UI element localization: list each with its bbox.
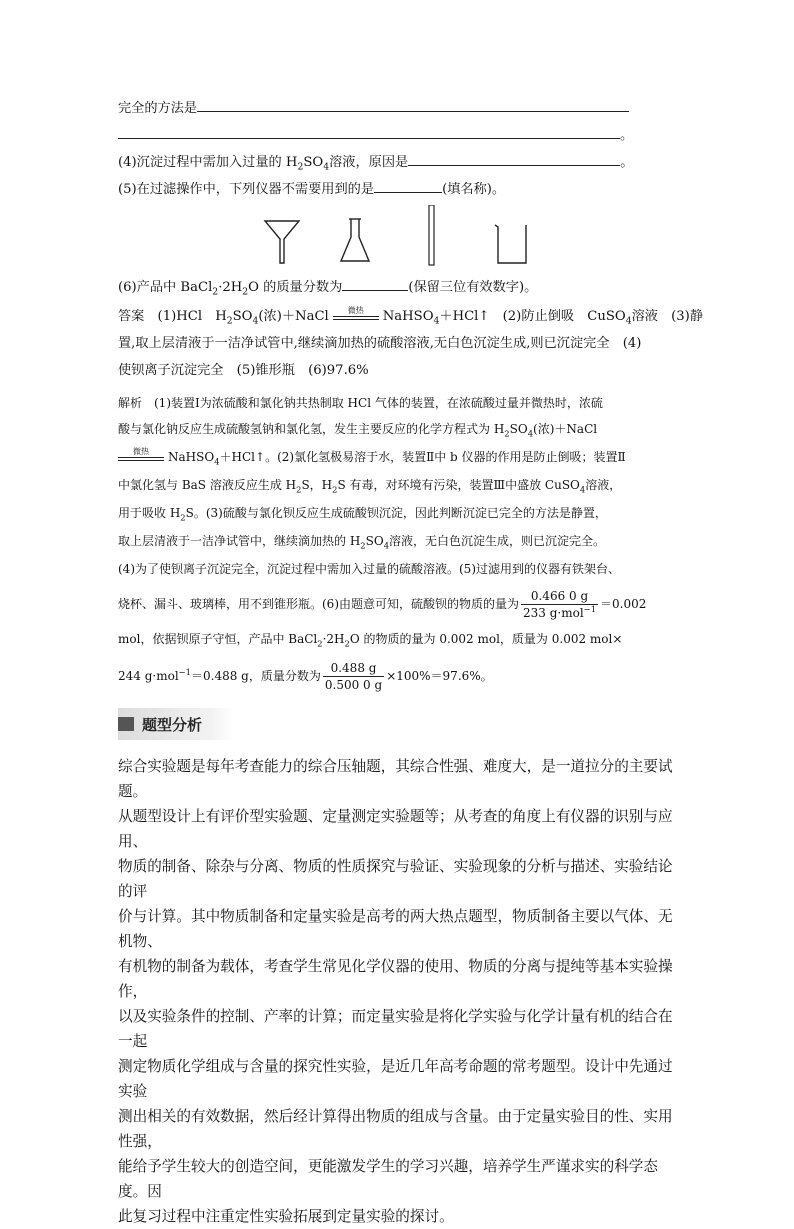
analysis-text: ＋HCl↑。(2)氯化氢极易溶于水，装置Ⅱ中 b 仪器的作用是防止倒吸；装置Ⅱ <box>219 450 626 464</box>
q5-line <box>118 178 505 199</box>
sub: 2 <box>344 638 350 649</box>
analysis-text: S，H <box>301 478 333 492</box>
sub: 4 <box>252 315 259 327</box>
reaction-condition <box>118 446 164 465</box>
analysis-paragraph <box>118 754 684 1229</box>
analysis-text: 取上层清液于一洁净试管中，继续滴加热的 H <box>118 534 361 548</box>
analysis-line-7: (4)为了使钡离子沉淀完全，沉淀过程中需加入过量的硫酸溶液。(5)过滤用到的仪器有铁架台、 <box>118 562 620 576</box>
sub: 4 <box>579 484 586 495</box>
fraction-numerator: 0.466 0 g <box>521 588 598 605</box>
q5-blank[interactable] <box>374 178 442 193</box>
conical-flask-icon <box>338 205 372 265</box>
paragraph-line: 物质的制备、除杂与分离、物质的性质探究与验证、实验现象的分析与描述、实验结论的评 <box>118 858 673 900</box>
q3-period: 。 <box>620 128 634 143</box>
analysis-line-5 <box>118 504 607 522</box>
analysis-line-3 <box>118 448 626 466</box>
analysis-text: ＝0.002 <box>600 597 647 611</box>
analysis-line-2 <box>118 420 597 438</box>
paragraph-line: 能给予学生较大的创造空间，更能激发学生的学习兴趣，培养学生严谨求实的科学态度。因 <box>118 1158 658 1200</box>
q6-text-a: (6)产品中 BaCl <box>118 280 213 295</box>
sub: 2 <box>504 428 510 439</box>
analysis-line-1: 解析 (1)装置Ⅰ为浓硫酸和氯化钠共热制取 HCl 气体的装置，在浓硫酸过量并微热时，浓硫 <box>118 396 603 410</box>
analysis-line-8 <box>118 588 646 621</box>
analysis-text: ·2H <box>322 632 345 646</box>
paragraph-line: 测定物质化学组成与含量的探究性实验，是近几年高考命题的常考题型。设计中先通过实验 <box>118 1058 673 1100</box>
answer-text: 溶液 (3)静 <box>631 309 704 324</box>
q6-text-c: O 的质量分数为 <box>248 280 343 295</box>
fraction-denominator-text: 233 g·mol <box>523 606 584 620</box>
analysis-text: 溶液，无白色沉淀生成，则已沉淀完全。 <box>389 534 606 548</box>
q4-sub: 2 <box>297 161 304 173</box>
q6-sub: 2 <box>212 286 219 298</box>
sub: 2 <box>360 540 366 551</box>
q6-sub: 2 <box>242 286 249 298</box>
paragraph-line: 价与计算。其中物质制备和定量实验是高考的两大热点题型，物质制备主要以气体、无机物、 <box>118 908 673 950</box>
analysis-line-9 <box>118 630 622 648</box>
q3-blank-2[interactable] <box>118 124 620 139</box>
fraction-denominator <box>521 605 598 621</box>
sup: −1 <box>178 667 192 677</box>
sub: 4 <box>625 315 632 327</box>
answer-text: NaHSO <box>382 309 434 324</box>
q6-blank[interactable] <box>342 276 408 291</box>
analysis-text: 用于吸收 H <box>118 506 181 520</box>
answer-text: SO <box>232 309 253 324</box>
q3-text: 完全的方法是 <box>118 101 198 116</box>
analysis-text: 溶液， <box>585 478 622 492</box>
beaker-icon <box>492 205 532 267</box>
analysis-text: S。(3)硫酸与氯化钡反应生成硫酸钡沉淀，因此判断沉淀已完全的方法是静置， <box>185 506 607 520</box>
q4-line <box>118 151 633 172</box>
analysis-text: 中氯化氢与 BaS 溶液反应生成 H <box>118 478 297 492</box>
sub: 4 <box>433 315 440 327</box>
q5-text-a: (5)在过滤操作中，下列仪器不需要用到的是 <box>118 182 375 197</box>
sub: 2 <box>226 315 233 327</box>
sub: 4 <box>383 540 390 551</box>
q3-blank-1[interactable] <box>197 97 629 112</box>
section-title: 题型分析 <box>142 716 203 734</box>
sup: −1 <box>583 604 597 614</box>
fraction-mass <box>323 660 384 693</box>
sub: 2 <box>180 512 186 523</box>
paragraph-line: 从题型设计上有评价型实验题、定量测定实验题等；从考查的角度上有仪器的识别与应用、 <box>118 808 673 850</box>
analysis-text: ＝0.488 g，质量分数为 <box>191 669 321 683</box>
sub: 2 <box>317 638 323 649</box>
answer-line-1 <box>118 305 704 327</box>
analysis-line-6 <box>118 532 605 550</box>
q3-line-2 <box>118 124 633 145</box>
sub: 4 <box>527 428 534 439</box>
paragraph-line: 测出相关的有效数据，然后经计算得出物质的组成与含量。由于定量实验目的性、实用性强， <box>118 1108 673 1150</box>
fraction-numerator: 0.488 g <box>323 660 384 677</box>
q6-text-d: (保留三位有效数字)。 <box>408 280 538 295</box>
analysis-text: SO <box>365 534 384 548</box>
analysis-text: S 有毒，对环境有污染，装置Ⅲ中盛放 CuSO <box>337 478 580 492</box>
analysis-text: ×100%＝97.6%。 <box>386 669 493 683</box>
section-marker-icon <box>118 717 134 731</box>
q6-line <box>118 276 537 297</box>
paragraph-line: 此复习过程中注重定性实验拓展到定量实验的探讨。 <box>118 1208 454 1225</box>
q4-blank[interactable] <box>408 151 620 166</box>
answer-text: 答案 (1)HCl H <box>118 309 227 324</box>
analysis-text: SO <box>509 422 528 436</box>
answer-line-2: 置,取上层清液于一洁净试管中,继续滴加热的硫酸溶液,无白色沉淀生成,则已沉淀完全 (4) <box>118 336 642 351</box>
analysis-text: O 的物质的量为 0.002 mol，质量为 0.002 mol× <box>349 632 623 646</box>
analysis-line-4 <box>118 476 621 494</box>
paragraph-line: 综合实验题是每年考查能力的综合压轴题，其综合性强、难度大，是一道拉分的主要试题。 <box>118 758 673 800</box>
sub: 2 <box>332 484 338 495</box>
q3-line <box>118 97 629 118</box>
paragraph-line: 有机物的制备为载体，考查学生常见化学仪器的使用、物质的分离与提纯等基本实验操作， <box>118 958 673 1000</box>
answer-text: ＋HCl↑ (2)防止倒吸 CuSO <box>439 309 626 324</box>
analysis-line-10 <box>118 660 493 693</box>
fraction-denominator: 0.500 0 g <box>324 678 383 692</box>
condition-label: 微热 <box>347 305 364 315</box>
q4-text-c: 溶液，原因是 <box>329 155 409 170</box>
q4-text-a: (4)沉淀过程中需加入过量的 H <box>118 155 298 170</box>
sub: 2 <box>296 484 302 495</box>
sub: 4 <box>214 456 220 467</box>
analysis-text: NaHSO <box>168 450 215 464</box>
paragraph-line: 以及实验条件的控制、产率的计算；而定量实验是将化学实验与化学计量有机的结合在一起 <box>118 1008 673 1050</box>
section-header <box>118 708 234 740</box>
answer-text: (浓)＋NaCl <box>258 309 329 324</box>
q6-text-b: ·2H <box>218 280 243 295</box>
q5-text-b: (填名称)。 <box>442 182 506 197</box>
answer-line-3: 使钡离子沉淀完全 (5)锥形瓶 (6)97.6% <box>118 363 369 378</box>
fraction-moles <box>521 588 598 621</box>
glass-rod-icon <box>424 205 440 267</box>
analysis-text: 烧杯、漏斗、玻璃棒，用不到锥形瓶。(6)由题意可知，硫酸钡的物质的量为 <box>118 597 520 611</box>
analysis-text: 酸与氯化钠反应生成硫酸氢钠和氯化氢，发生主要反应的化学方程式为 H <box>118 422 505 436</box>
analysis-text: mol，依据钡原子守恒，产品中 BaCl <box>118 632 318 646</box>
reaction-condition <box>333 305 379 324</box>
condition-label: 微热 <box>133 446 149 456</box>
q4-text-b: SO <box>303 155 324 170</box>
q4-sub: 4 <box>323 161 330 173</box>
analysis-text: 244 g·mol <box>118 669 179 683</box>
q4-period: 。 <box>620 155 634 170</box>
analysis-text: (浓)＋NaCl <box>533 422 598 436</box>
funnel-icon <box>262 205 302 265</box>
